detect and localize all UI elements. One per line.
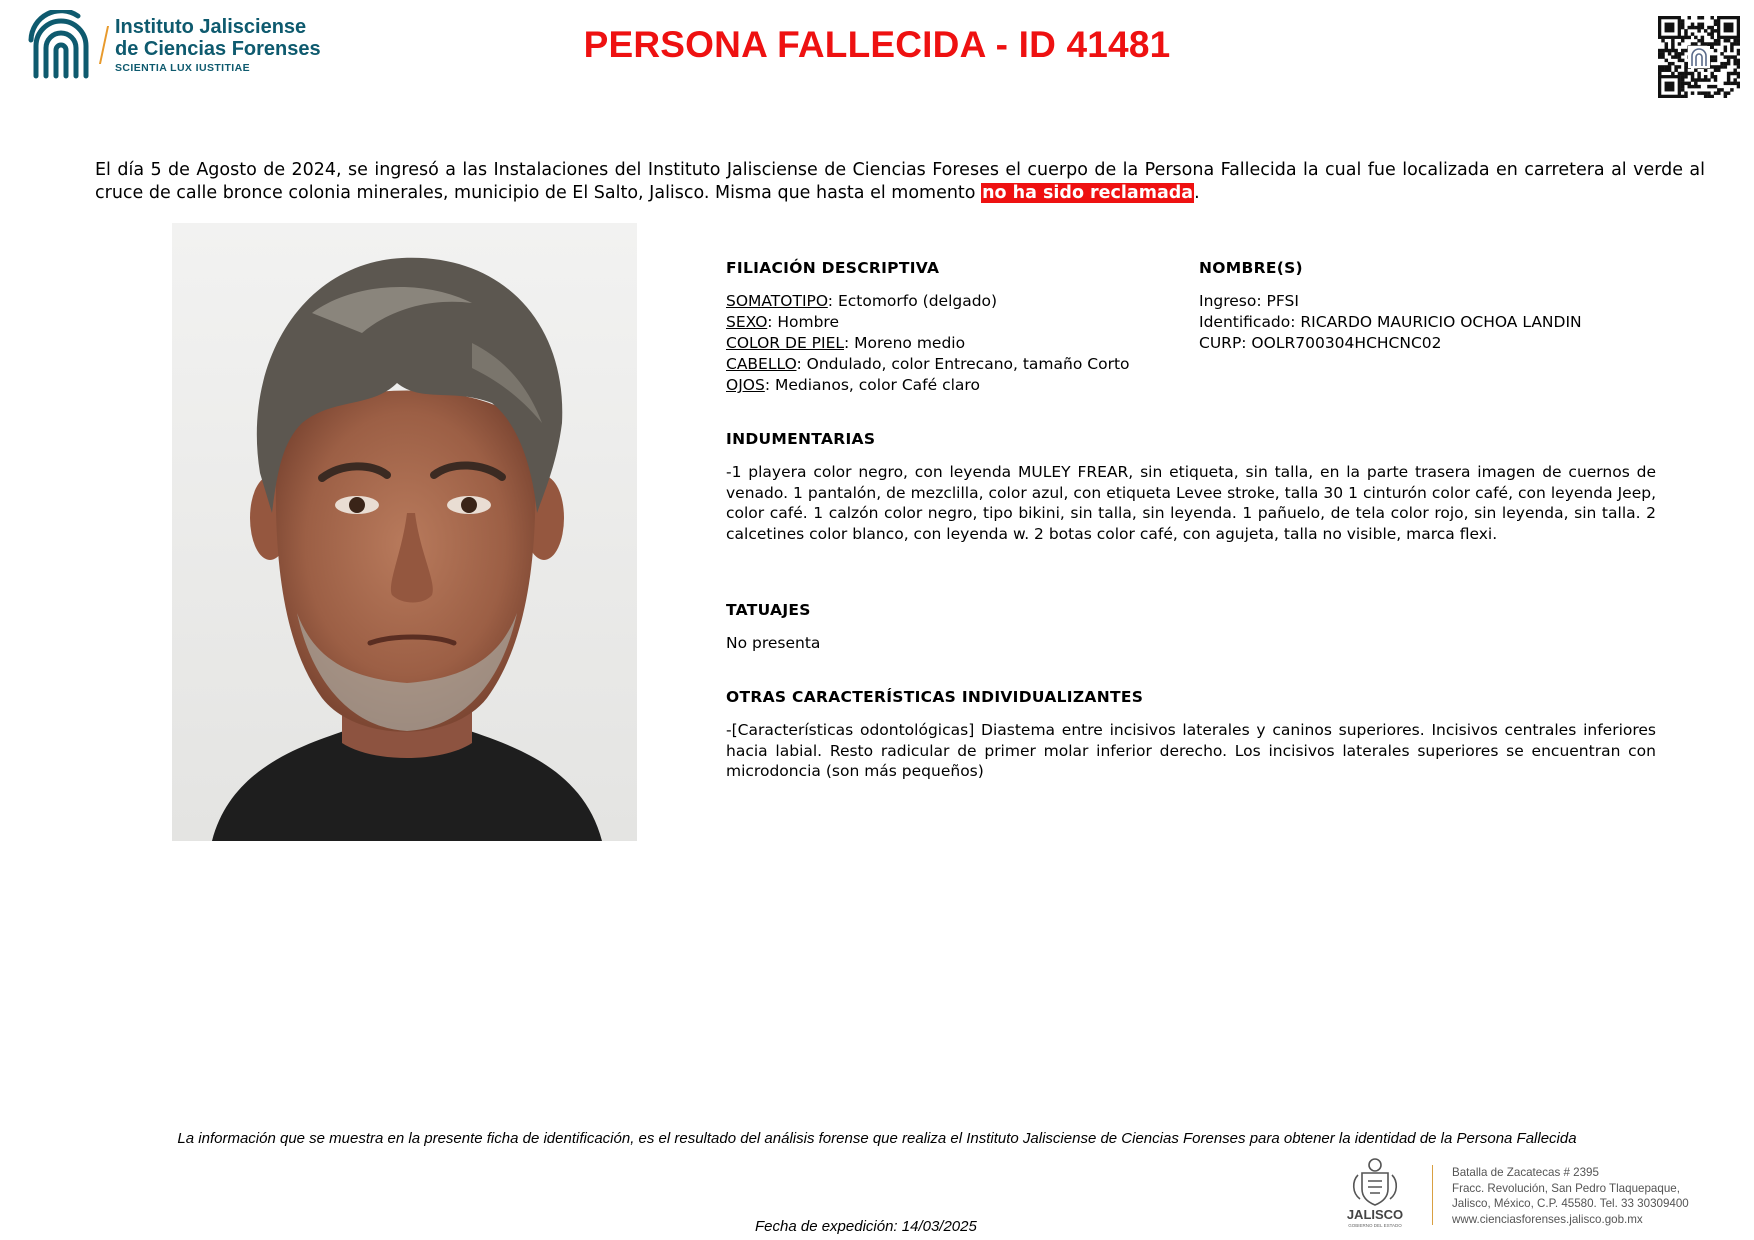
nombres-heading: NOMBRE(S) (1199, 259, 1303, 277)
filiacion-list (726, 291, 1186, 396)
disclaimer: La información que se muestra en la presente ficha de identificación, es el resultado del análisis forense que realiza el Instituto Jalisciense de Ciencias Forenses para obtener la identidad de la Persona Fallecida (177, 1130, 1577, 1147)
curp-row: CURP: OOLR700304HCHCNC02 (1199, 334, 1442, 352)
cabello-value: : Ondulado, color Entrecano, tamaño Corto (796, 355, 1130, 373)
qr-code (1658, 16, 1740, 98)
tatuajes-heading: TATUAJES (726, 601, 811, 619)
tatuajes-text: No presenta (726, 634, 821, 652)
institute-motto: SCIENTIA LUX IUSTITIAE (115, 62, 250, 74)
somatotipo-value: : Ectomorfo (delgado) (827, 292, 998, 310)
nombres-list (1199, 291, 1669, 354)
indumentarias-heading: INDUMENTARIAS (726, 430, 876, 448)
piel-value: : Moreno medio (844, 334, 966, 352)
filiacion-heading: FILIACIÓN DESCRIPTIVA (726, 259, 940, 277)
issue-date: Fecha de expedición: 14/03/2025 (755, 1218, 977, 1235)
ingreso-row: Ingreso: PFSI (1199, 292, 1299, 310)
institute-address (1452, 1165, 1689, 1227)
website-link[interactable]: www.cienciasforenses.jalisco.gob.mx (1452, 1212, 1643, 1226)
gov-sub: GOBIERNO DEL ESTADO (1348, 1223, 1402, 1228)
ojos-label: OJOS (726, 376, 765, 394)
address-line-1: Batalla de Zacatecas # 2395 (1452, 1166, 1599, 1179)
address-line-2: Fracc. Revolución, San Pedro Tlaquepaque, (1452, 1181, 1680, 1195)
intro-end: . (1194, 183, 1200, 203)
unclaimed-highlight: no ha sido reclamada (982, 183, 1194, 203)
intro-text: El día 5 de Agosto de 2024, se ingresó a las Instalaciones del Instituto Jalisciense de Ciencias Foreses el cuerpo de la Persona Fallecida la cual fue localizada en carretera al verde al cruce de calle bronce colonia minerales, municipio de El Salto, Jalisco. Misma que hasta el momento (95, 160, 1705, 203)
cabello-label: CABELLO (726, 355, 797, 373)
piel-row (726, 333, 1186, 354)
person-photo (172, 223, 637, 841)
indumentarias-text: -1 playera color negro, con leyenda MULEY FREAR, sin etiqueta, sin talla, en la parte trasera imagen de cuernos de venado. 1 pantalón, de mezclilla, color azul, con etiqueta Levee stroke, talla 30 1 cinturón color café, con leyenda Jeep, color café. 1 calzón color negro, tipo bikini, sin talla, sin leyenda. 1 pañuelo, de tela color rojo, sin leyenda, sin talla. 2 calcetines color blanco, con leyenda w. 2 botas color café, con agujeta, talla no visible, marca flexi. (726, 463, 1656, 544)
somatotipo-row (726, 291, 1186, 312)
institute-name-line2: de Ciencias Forenses (115, 38, 321, 60)
otras-text: -[Características odontológicas] Diastema entre incisivos laterales y caninos superiores. Incisivos centrales inferiores hacia labial. Resto radicular de primer molar inferior derecho. Los incisivos laterales superiores se encuentran con microdoncia (son más pequeños) (726, 721, 1656, 781)
ojos-row (726, 375, 1186, 396)
intro-paragraph (95, 159, 1705, 205)
page-title: PERSONA FALLECIDA - ID 41481 (583, 24, 1171, 65)
jalisco-coat-of-arms-icon (1330, 1155, 1420, 1230)
otras-heading: OTRAS CARACTERÍSTICAS INDIVIDUALIZANTES (726, 688, 1144, 706)
sexo-label: SEXO (726, 313, 768, 331)
gov-name: JALISCO (1346, 1207, 1404, 1222)
address-line-3: Jalisco, México, C.P. 45580. Tel. 33 30309400 (1452, 1197, 1689, 1210)
somatotipo-label: SOMATOTIPO (726, 292, 828, 310)
piel-label: COLOR DE PIEL (726, 334, 845, 352)
institute-name-line1: Instituto Jalisciense (115, 16, 307, 38)
sexo-value: : Hombre (767, 313, 839, 331)
footer-divider (1432, 1165, 1433, 1225)
cabello-row (726, 354, 1186, 375)
ojos-value: : Medianos, color Café claro (764, 376, 980, 394)
sexo-row (726, 312, 1186, 333)
identificado-row: Identificado: RICARDO MAURICIO OCHOA LANDIN (1199, 313, 1582, 331)
